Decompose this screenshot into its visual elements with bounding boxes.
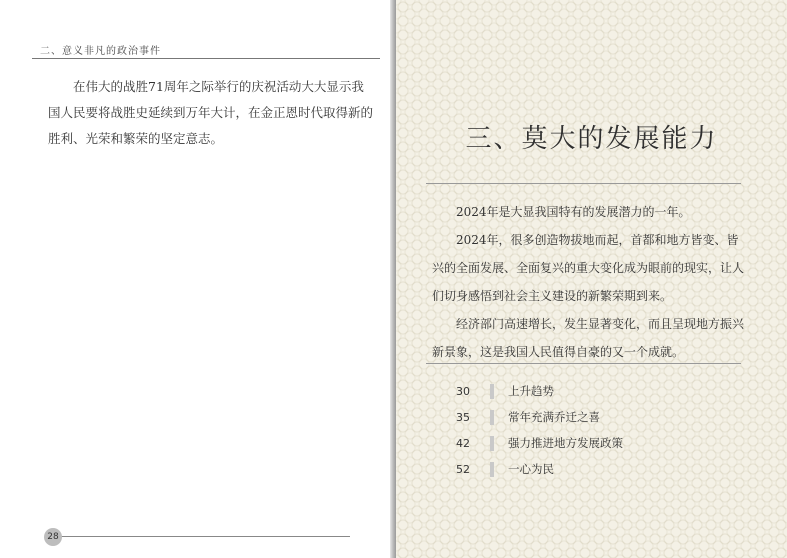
toc-page-number: 30 [456, 384, 470, 398]
left-page [0, 0, 393, 558]
toc-title: 常年充满乔迁之喜 [508, 410, 600, 424]
toc-divider-bar [490, 410, 494, 425]
right-page [396, 0, 787, 558]
toc-entry[interactable] [456, 456, 716, 482]
intro-bottom-rule [426, 363, 741, 364]
toc-title: 强力推进地方发展政策 [508, 436, 623, 450]
table-of-contents [456, 378, 716, 482]
toc-divider-bar [490, 436, 494, 451]
toc-divider-bar [490, 384, 494, 399]
toc-page-number: 52 [456, 462, 470, 476]
chapter-intro [432, 198, 744, 366]
footer-rule [60, 536, 350, 537]
page-number: 28 [44, 528, 62, 546]
toc-title: 一心为民 [508, 462, 554, 476]
toc-divider-bar [490, 462, 494, 477]
toc-entry[interactable] [456, 430, 716, 456]
intro-paragraph: 经济部门高速增长，发生显著变化，而且呈现地方振兴新景象，这是我国人民值得自豪的又一个成就。 [432, 317, 745, 359]
toc-page-number: 42 [456, 436, 470, 450]
toc-title: 上升趋势 [508, 384, 554, 398]
header-rule [32, 58, 380, 59]
running-header: 二、意义非凡的政治事件 [40, 46, 161, 57]
intro-top-rule [426, 183, 741, 184]
toc-entry[interactable] [456, 378, 716, 404]
toc-page-number: 35 [456, 410, 470, 424]
chapter-title: 三、莫大的发展能力 [465, 124, 718, 154]
intro-paragraph: 2024年是大显我国特有的发展潜力的一年。 [456, 205, 691, 219]
body-text [48, 74, 374, 152]
intro-paragraph: 2024年，很多创造物拔地而起，首都和地方皆变、皆兴的全面发展、全面复兴的重大变化成为眼前的现实，让人们切身感悟到社会主义建设的新繁荣期到来。 [432, 233, 745, 303]
toc-entry[interactable] [456, 404, 716, 430]
body-paragraph: 在伟大的战胜71周年之际举行的庆祝活动大大显示我国人民要将战胜史延续到万年大计，在金正恩时代取得新的胜利、光荣和繁荣的坚定意志。 [48, 79, 374, 146]
